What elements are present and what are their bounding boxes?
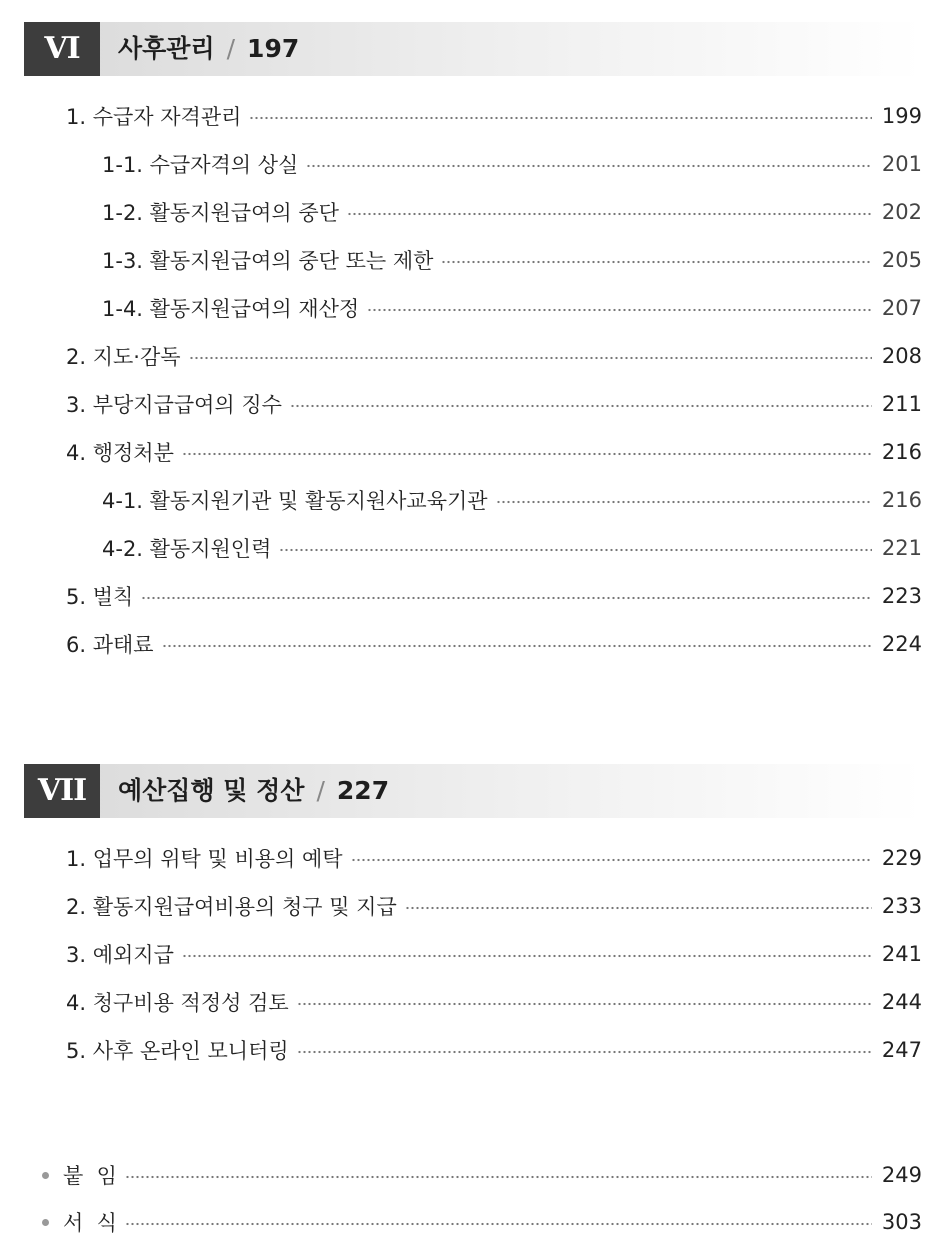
toc-entry-label: 3. 부당지급급여의 징수: [66, 393, 282, 417]
toc-entry[interactable]: [66, 389, 922, 419]
toc-entry-page: 241: [881, 942, 922, 966]
dot-leader: [182, 954, 872, 958]
toc-entry-label: 3. 예외지급: [66, 943, 174, 967]
dot-leader: [367, 308, 872, 312]
dot-leader: [351, 858, 872, 862]
toc-entry-page: 201: [881, 152, 922, 176]
dot-leader: [441, 260, 872, 264]
toc-entry-page: 211: [881, 392, 922, 416]
dot-leader: [290, 404, 872, 408]
appendix-entry[interactable]: [42, 1160, 922, 1190]
toc-subentry[interactable]: [102, 485, 922, 515]
toc-entry-label: 2. 지도·감독: [66, 345, 181, 369]
bullet-icon: [42, 1219, 49, 1226]
toc-entry[interactable]: [66, 629, 922, 659]
section-header-vi: [24, 22, 922, 76]
dot-leader: [249, 116, 872, 120]
section-page: 197: [247, 34, 300, 63]
section-numeral: VII: [24, 764, 100, 818]
toc-entry-label: 1-3. 활동지원급여의 중단 또는 제한: [102, 249, 434, 273]
toc-entry-page: 205: [881, 248, 922, 272]
toc-entry-page: 244: [881, 990, 922, 1014]
dot-leader: [496, 500, 872, 504]
dot-leader: [141, 596, 872, 600]
toc-entry-page: 221: [881, 536, 922, 560]
section-title: 예산집행 및 정산: [118, 776, 305, 805]
toc-entry-label: 1. 수급자 자격관리: [66, 105, 242, 129]
dot-leader: [189, 356, 872, 360]
toc-entry-page: 199: [881, 104, 922, 128]
toc-entry-label: 6. 과태료: [66, 633, 154, 657]
toc-subentry[interactable]: [102, 533, 922, 563]
appendix-page: 303: [881, 1210, 922, 1234]
toc-entry-page: 247: [881, 1038, 922, 1062]
bullet-icon: [42, 1172, 49, 1179]
dot-leader: [306, 164, 872, 168]
section-title-line: [118, 22, 299, 76]
dot-leader: [279, 548, 872, 552]
dot-leader: [297, 1002, 872, 1006]
dot-leader: [182, 452, 872, 456]
toc-entry-label: 1. 업무의 위탁 및 비용의 예탁: [66, 847, 343, 871]
toc-entry-label: 1-4. 활동지원급여의 재산정: [102, 297, 360, 321]
section-numeral: VI: [24, 22, 100, 76]
toc-subentry[interactable]: [102, 245, 922, 275]
toc-entry-page: 216: [881, 488, 922, 512]
toc-entry-page: 224: [881, 632, 922, 656]
appendix-label-wrap: [42, 1207, 117, 1237]
dot-leader: [162, 644, 872, 648]
section-title-line: [118, 764, 389, 818]
toc-entry[interactable]: [66, 987, 922, 1017]
appendix-label: 붙 임: [63, 1164, 117, 1188]
toc-entry-page: 208: [881, 344, 922, 368]
toc-entry[interactable]: [66, 101, 922, 131]
toc-entry-label: 4. 행정처분: [66, 441, 174, 465]
toc-entry-label: 1-1. 수급자격의 상실: [102, 153, 299, 177]
toc-entry-label: 2. 활동지원급여비용의 청구 및 지급: [66, 895, 397, 919]
toc-entry-page: 233: [881, 894, 922, 918]
toc-entry[interactable]: [66, 843, 922, 873]
toc-subentry[interactable]: [102, 149, 922, 179]
dot-leader: [347, 212, 872, 216]
toc-entry[interactable]: [66, 437, 922, 467]
toc-entry-label: 5. 벌칙: [66, 585, 134, 609]
toc-entry-label: 5. 사후 온라인 모니터링: [66, 1039, 289, 1063]
toc-entry-label: 4-2. 활동지원인력: [102, 537, 272, 561]
section-title: 사후관리: [118, 34, 215, 63]
toc-entry-page: 216: [881, 440, 922, 464]
toc-entry[interactable]: [66, 581, 922, 611]
toc-subentry[interactable]: [102, 293, 922, 323]
toc-entry-page: 229: [881, 846, 922, 870]
appendix-entry[interactable]: [42, 1207, 922, 1237]
toc-entry[interactable]: [66, 939, 922, 969]
dot-leader: [125, 1175, 872, 1179]
title-separator: /: [316, 776, 325, 805]
toc-entry-page: 223: [881, 584, 922, 608]
appendix-page: 249: [881, 1163, 922, 1187]
toc-subentry[interactable]: [102, 197, 922, 227]
toc-entry[interactable]: [66, 1035, 922, 1065]
section-page: 227: [336, 776, 390, 805]
toc-entry-page: 202: [881, 200, 922, 224]
title-separator: /: [226, 34, 236, 63]
toc-entry-label: 1-2. 활동지원급여의 중단: [102, 201, 339, 225]
toc-entry-label: 4-1. 활동지원기관 및 활동지원사교육기관: [102, 489, 488, 513]
dot-leader: [405, 906, 872, 910]
toc-entry-page: 207: [881, 296, 922, 320]
dot-leader: [297, 1050, 872, 1054]
section-header-vii: [24, 764, 922, 818]
toc-entry[interactable]: [66, 891, 922, 921]
dot-leader: [125, 1222, 872, 1226]
toc-entry[interactable]: [66, 341, 922, 371]
toc-entry-label: 4. 청구비용 적정성 검토: [66, 991, 289, 1015]
appendix-label-wrap: [42, 1160, 117, 1190]
appendix-label: 서 식: [63, 1211, 117, 1235]
